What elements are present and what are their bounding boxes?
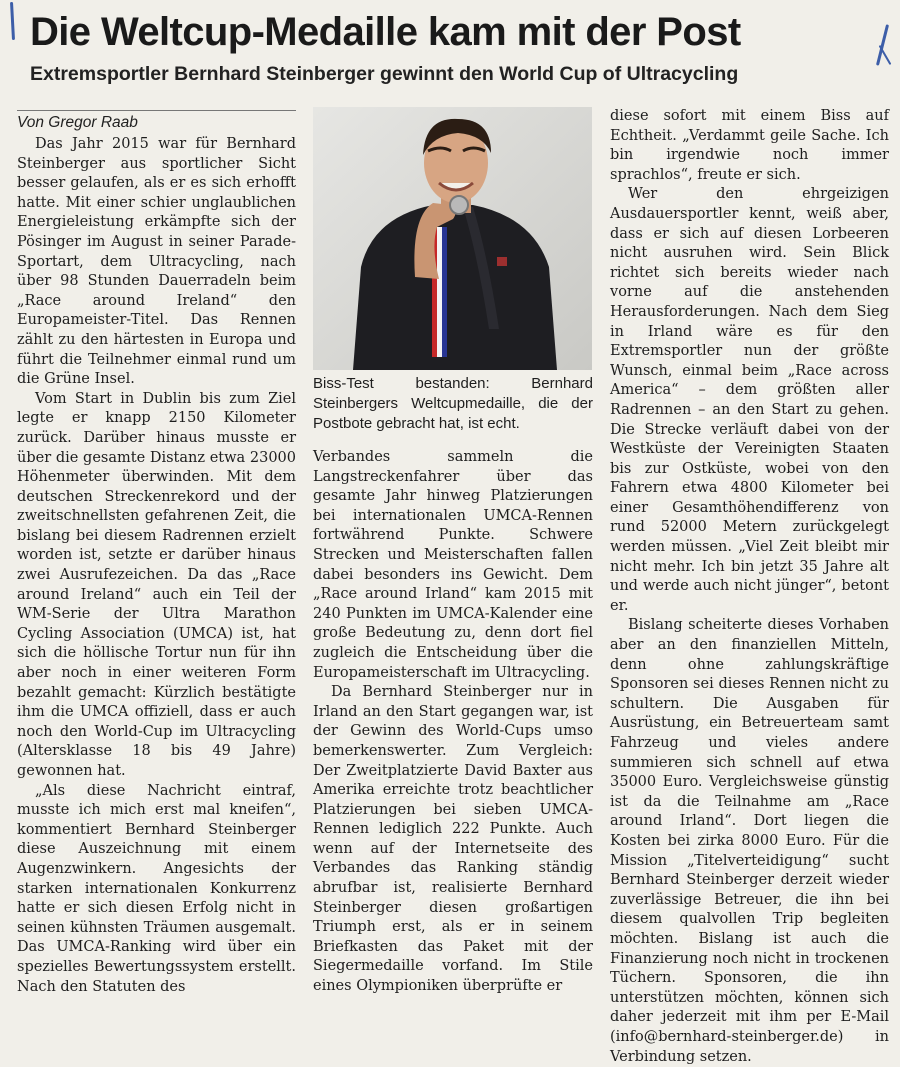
paragraph: diese sofort mit einem Biss auf Echtheit. „Verdammt geile Sache. Ich bin irgendwie noch immer sprachlos“, freute er sich.: [610, 108, 889, 183]
paragraph: „Als diese Nachricht eintraf, musste ich mich erst mal kneifen“, kommentiert Bernhard Steinberger diese Auszeichnung mit einem Augenzwinkern. Angesichts der starken internationalen Konkurrenz hatte er sich diesen Erfolg nicht in seinen kühnsten Träumen ausgemalt. Das UMCA-Ranking wird über ein spezielles Bewertungssystem erstellt. Nach den Statuten des: [17, 782, 296, 995]
pen-mark-left: [10, 2, 15, 40]
subheadline: Extremsportler Bernhard Steinberger gewinnt den World Cup of Ultracycling: [30, 63, 739, 85]
paragraph: Bislang scheiterte dieses Vorhaben aber an den finanziellen Mitteln, denn ohne zahlungskräftige Sponsoren sei dieses Rennen nicht zu schultern. Die Ausgaben für Ausrüstung, ein Betreuerteam samt Fahrzeug und vieles andere summieren sich schnell auf etwa 35000 Euro. Vergleichsweise günstig ist da die Teilnahme am „Race around Irland“. Dort liegen die Kosten bei zirka 8000 Euro. Für die Mission „Titelverteidigung“ sucht Bernhard Steinberger derzeit wieder zuverlässige Betreuer, die ihn bei diesem qualvollen Trip begleiten möchten. Bislang ist auch die Finanzierung noch nicht in trockenen Tüchern. Sponsoren, die ihn unterstützen möchten, können sich daher jederzeit mit ihm per E-Mail (info@bernhard-steinberger.de) in Verbindung setzen.: [610, 617, 889, 1065]
paragraph: Vom Start in Dublin bis zum Ziel legte er knapp 2150 Kilometer zurück. Darüber hinaus musste er über die gesamte Distanz etwa 23000 Höhenmeter überwinden. Mit dem deutschen Streckenrekord und der zweitschnellsten gefahrenen Zeit, die bislang bei diesem Radrennen erzielt worden ist, setzte er darüber hinaus zwei Ausrufezeichen. Da das „Race around Ireland“ auch ein Teil der WM-Serie der Ultra Marathon Cycling Association (UMCA) ist, hat sich die höllische Tortur nun für ihn aber noch in einer weiteren Form bezahlt gemacht: Kürzlich bestätigte ihm die UMCA offiziell, dass er auch noch den World-Cup im Ultracycling (Altersklasse 18 bis 49 Jahre) gewonnen hat.: [17, 390, 296, 779]
byline-rule: [17, 110, 296, 111]
athlete-with-medal-illustration: [313, 107, 592, 370]
article-column-2: [313, 448, 593, 997]
athlete-photo: [313, 107, 592, 370]
paragraph: Das Jahr 2015 war für Bernhard Steinberger aus sportlicher Sicht besser gelaufen, als er es sich erhofft hatte. Mit einer schier unglaublichen Energieleistung erkämpfte sich der Pösinger im August in seiner Parade-Sportart, dem Ultracycling, nach über 98 Stunden Dauerradeln beim „Race around Ireland“ den Europameister-Titel. Das Rennen zählt zu den härtesten in Europa und führt die Teilnehmer einmal rund um die Grüne Insel.: [17, 136, 296, 388]
article-column-1: [17, 135, 296, 997]
paragraph: Verbandes sammeln die Langstreckenfahrer über das gesamte Jahr hinweg Platzierungen bei internationalen UMCA-Rennen fortwährend Punkte. Schwere Strecken und Meisterschaften fallen dabei besonders ins Gewicht. Dem „Race around Irland“ kam 2015 mit 240 Punkten im UMCA-Kalender eine große Bedeutung zu, denn dort fiel zugleich die Entscheidung über die Europameisterschaft im Ultracycling.: [313, 449, 593, 681]
article-column-3: [610, 107, 889, 1067]
paragraph: Wer den ehrgeizigen Ausdauersportler kennt, weiß aber, dass er sich auf diesen Lorbeeren nicht ausruhen wird. Sein Blick richtet sich bereits wieder nach vorne auf die anstehenden Herausforderungen. Nach dem Sieg in Irland wäre es für den Extremsportler nun der größte Wunsch, einmal beim „Race across America“ – dem größten aller Radrennen – an den Start zu gehen. Die Strecke verläuft dabei von der Westküste der Vereinigten Staaten bis zur Ostküste, wobei von den Fahrern etwa 4800 Kilometer bei einer Gesamthöhendifferenz von rund 52000 Metern zurückgelegt werden müssen. „Viel Zeit bleibt mir nicht mehr. Ich bin jetzt 35 Jahre alt und werde auch nicht jünger“, betont er.: [610, 186, 889, 614]
headline: Die Weltcup-Medaille kam mit der Post: [30, 10, 741, 54]
byline: Von Gregor Raab: [17, 114, 138, 131]
photo-caption: Biss-Test bestanden: Bernhard Steinbergers Weltcupmedaille, die der Postbote gebracht hat, ist echt.: [313, 375, 593, 432]
paragraph: Da Bernhard Steinberger nur in Irland an den Start gegangen war, ist der Gewinn des World-Cups umso bemerkenswerter. Zum Vergleich: Der Zweitplatzierte David Baxter aus Amerika erreichte trotz beachtlicher Platzierungen bei sieben UMCA-Rennen lediglich 222 Punkte. Auch wenn auf der Internetseite des Verbandes das Ranking ständig abrufbar ist, realisierte Bernhard Steinberger diesen großartigen Triumph erst, als er in seinem Briefkasten das Paket mit der Siegermedaille vorfand. Im Stile eines Olympioniken überprüfte er: [313, 684, 593, 995]
